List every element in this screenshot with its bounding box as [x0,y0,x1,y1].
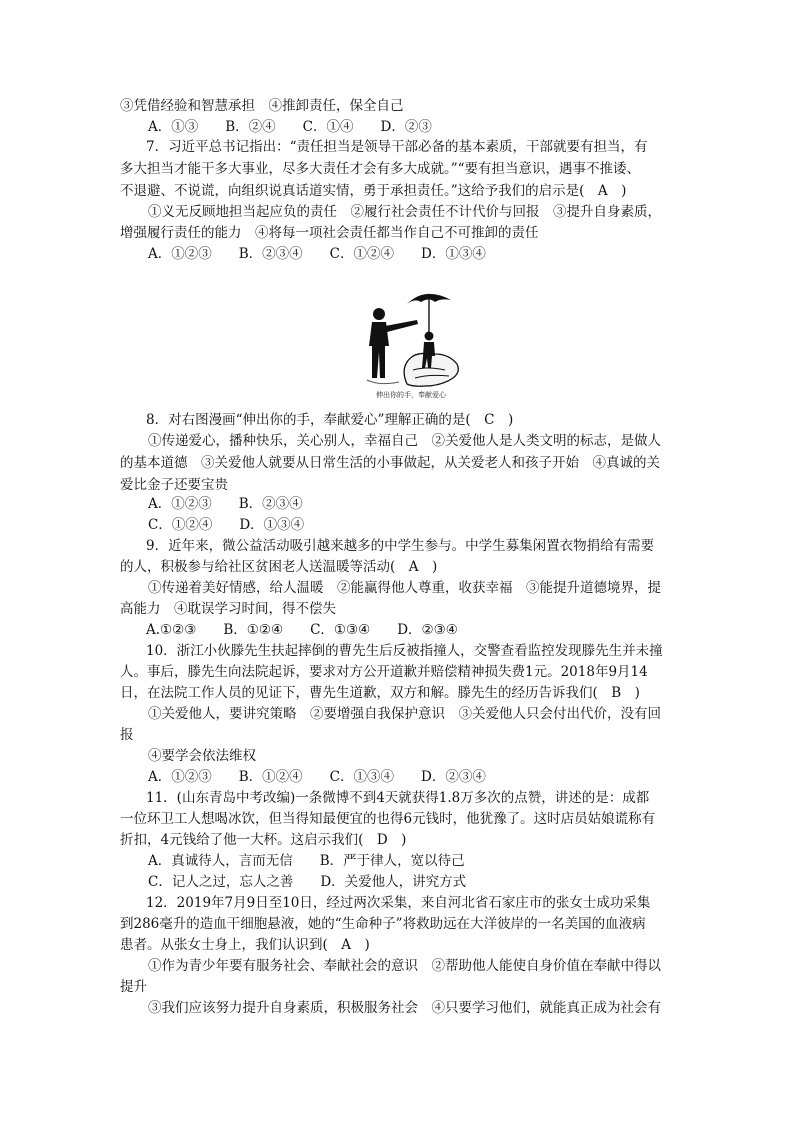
text-line: 日，在法院工作人员的见证下，曹先生道歉，双方和解。滕先生的经历告诉我们( B ) [120,685,640,701]
cartoon-umbrella-hand-icon [355,286,467,390]
answer-options: A．①③ B．②④ C．①④ D．②③ [148,119,432,135]
answer-options: C．①②④ D．①③④ [148,517,305,533]
text-line: 提升 [120,979,147,995]
cartoon-figure [355,286,467,404]
question-11-stem: 11．(山东青岛中考改编)一条微博不到4天就获得1.8万多次的点赞，讲述的是：成都 [146,790,650,806]
question-12-stem: 12．2019年7月9日至10日，经过两次采集，来自河北省石家庄市的张女士成功采集 [146,895,651,911]
text-line: 高能力 ④耽误学习时间，得不偿失 [120,601,336,617]
question-8-stem: 8．对右图漫画“伸出你的手，奉献爱心”理解正确的是( C ) [146,412,514,428]
text-line: 报 [120,727,134,743]
text-line: 折扣，4元钱给了他一大杯。这启示我们( D ) [120,832,407,848]
question-7-stem: 7．习近平总书记指出：“责任担当是领导干部必备的基本素质，干部就要有担当，有 [146,139,648,155]
text-line: 多大担当才能干多大事业，尽多大责任才会有多大成就。”“要有担当意识，遇事不推诿、 [120,161,641,177]
text-line: ①义无反顾地担当起应负的责任 ②履行社会责任不计代价与回报 ③提升自身素质， [148,204,661,220]
answer-options: A．①②③ B．①②④ C．①③④ D．②③④ [148,769,486,785]
text-line: ④要学会依法维权 [148,748,256,764]
text-line: 的基本道德 ③关爱他人就要从日常生活的小事做起，从关爱老人和孩子开始 ④真诚的关 [120,455,660,471]
text-line: 的人，积极参与给社区贫困老人送温暖等活动( A ) [120,559,438,575]
question-9-stem: 9．近年来，微公益活动吸引越来越多的中学生参与。中学生募集闲置衣物捐给有需要 [146,538,655,554]
text-line: ③我们应该努力提升自身素质，积极服务社会 ④只要学习他们，就能真正成为社会有 [148,1000,661,1016]
text-line: 患者。从张女士身上，我们认识到( A ) [120,937,370,953]
text-line: 增强履行责任的能力 ④将每一项社会责任都当作自己不可推卸的责任 [120,225,539,241]
answer-options: A．①②③ B．②③④ [148,496,303,512]
answer-options: A.①②③ B．①②④ C．①③④ D．②③④ [146,622,458,638]
text-line: ①作为青少年要有服务社会、奉献社会的意识 ②帮助他人能使自身价值在奉献中得以 [148,958,661,974]
answer-options: A．①②③ B．②③④ C．①②④ D．①③④ [148,246,486,262]
text-line: 爱比金子还要宝贵 [120,477,228,493]
question-10-stem: 10．浙江小伙滕先生扶起摔倒的曹先生后反被指撞人，交警查看监控发现滕先生并未撞 [146,643,663,659]
text-line: 人。事后，滕先生向法院起诉，要求对方公开道歉并赔偿精神损失费1元。2018年9月14 [120,664,648,680]
text-line: ①传递着美好情感，给人温暖 ②能赢得他人尊重，收获幸福 ③能提升道德境界，提 [148,580,661,596]
text-line: 不退避、不说谎，向组织说真话道实情，勇于承担责任。”这给予我们的启示是( A ) [120,183,627,199]
text-line: ①传递爱心，播种快乐，关心别人，幸福自己 ②关爱他人是人类文明的标志，是做人 [148,433,661,449]
text-line: 到286毫升的造血干细胞悬液，她的“生命种子”将救助远在大洋彼岸的一名美国的血液病 [120,916,646,932]
answer-options: C．记人之过，忘人之善 D．关爱他人，讲究方式 [148,874,467,890]
text-line: 一位环卫工人想喝冰饮，但当得知最便宜的也得6元钱时，他犹豫了。这时店员姑娘谎称有 [120,811,656,827]
text-line: ③凭借经验和智慧承担 ④推卸责任，保全自己 [120,98,404,114]
answer-options: A．真诚待人，言而无信 B．严于律人，宽以待己 [148,853,465,869]
figure-caption: 伸出你的手，奉献爱心 [376,391,446,399]
text-line: ①关爱他人，要讲究策略 ②要增强自我保护意识 ③关爱他人只会付出代价，没有回 [148,706,661,722]
